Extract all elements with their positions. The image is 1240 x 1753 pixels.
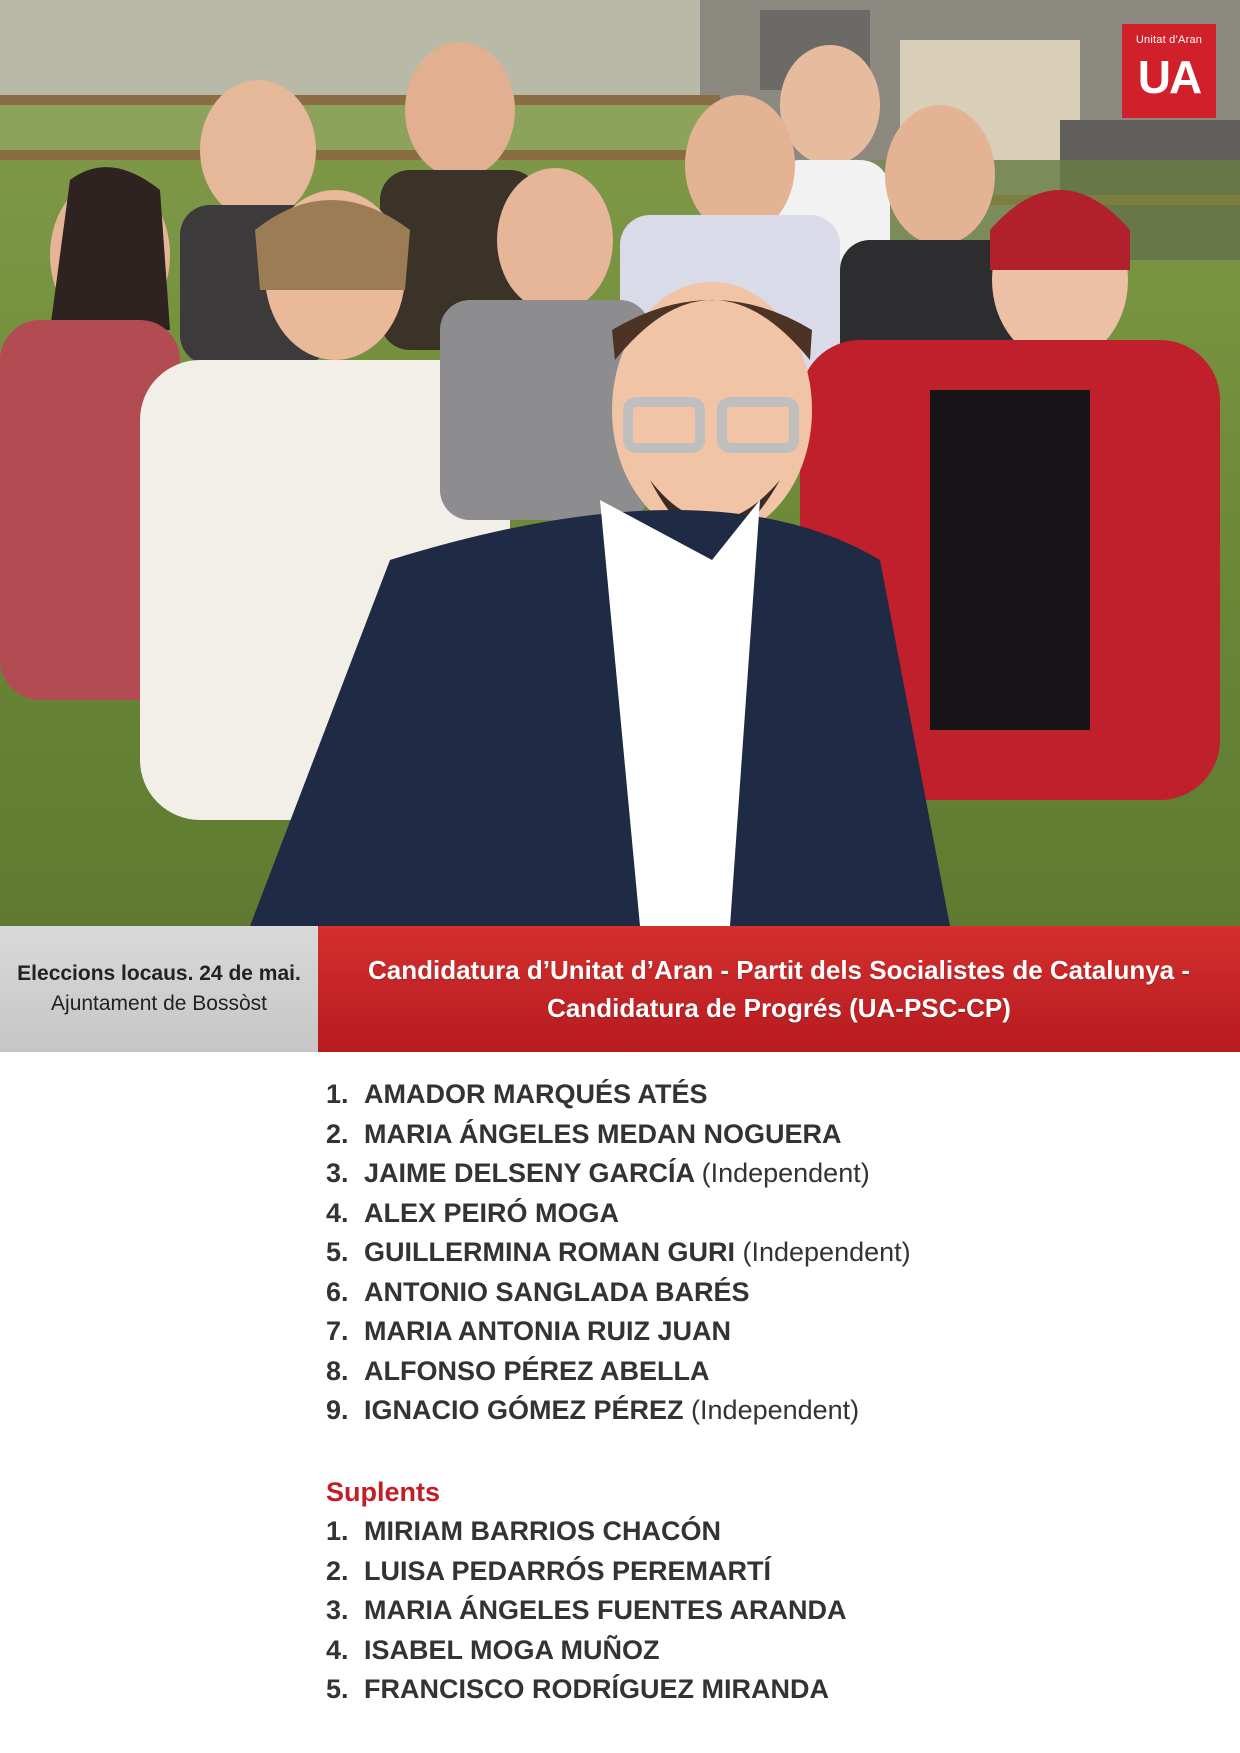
candidate-note: (Independent)	[691, 1395, 860, 1425]
item-number: 5.	[326, 1674, 349, 1704]
party-logo	[1122, 24, 1216, 118]
election-date: Eleccions locaus. 24 de mai.	[17, 962, 301, 985]
list-item	[326, 1631, 847, 1671]
candidate-note: (Independent)	[742, 1237, 911, 1267]
item-number: 8.	[326, 1355, 349, 1386]
item-number: 7.	[326, 1316, 349, 1346]
item-number: 4.	[326, 1634, 349, 1665]
list-item	[326, 1391, 911, 1431]
candidate-name: GUILLERMINA ROMAN GURI	[364, 1237, 735, 1267]
list-item	[326, 1670, 847, 1710]
municipality: Ajuntament de Bossòst	[51, 992, 267, 1015]
list-item	[326, 1591, 847, 1631]
item-number: 6.	[326, 1276, 349, 1307]
person-body-black-top	[930, 390, 1090, 730]
item-number: 3.	[326, 1158, 349, 1188]
substitutes-list	[326, 1512, 847, 1710]
list-item	[326, 1194, 911, 1234]
substitute-name: LUISA PEDARRÓS PEREMARTÍ	[364, 1555, 772, 1586]
list-item	[326, 1154, 911, 1194]
list-item	[326, 1512, 847, 1552]
item-number: 2.	[326, 1118, 349, 1149]
item-number: 1.	[326, 1079, 349, 1109]
candidate-name: MARIA ÁNGELES MEDAN NOGUERA	[364, 1118, 842, 1149]
substitute-name: MIRIAM BARRIOS CHACÓN	[364, 1516, 721, 1546]
substitute-name: MARIA ÁNGELES FUENTES ARANDA	[364, 1595, 847, 1625]
list-item	[326, 1233, 911, 1273]
substitute-name: FRANCISCO RODRÍGUEZ MIRANDA	[364, 1674, 829, 1704]
item-number: 1.	[326, 1516, 349, 1546]
list-item	[326, 1352, 911, 1392]
list-item	[326, 1312, 911, 1352]
item-number: 5.	[326, 1237, 349, 1267]
candidate-note: (Independent)	[701, 1158, 870, 1188]
candidacy-title-box	[318, 926, 1240, 1052]
candidate-name: ANTONIO SANGLADA BARÉS	[364, 1276, 750, 1307]
logo-big-text: UA	[1137, 51, 1201, 103]
candidates-list	[326, 1075, 911, 1431]
item-number: 4.	[326, 1197, 349, 1228]
candidate-name: MARIA ANTONIA RUIZ JUAN	[364, 1316, 731, 1346]
candidate-name: ALEX PEIRÓ MOGA	[364, 1197, 620, 1228]
logo-small-text: Unitat d’Aran	[1135, 34, 1203, 46]
list-item	[326, 1115, 911, 1155]
item-number: 3.	[326, 1595, 349, 1625]
list-item	[326, 1273, 911, 1313]
photo-fence-rail	[0, 95, 720, 105]
list-item	[326, 1552, 847, 1592]
candidacy-title: Candidatura d’Unitat d’Aran - Partit dels Socialistes de Catalunya - Candidatura de Progrés (UA-PSC-CP)	[367, 955, 1191, 1023]
candidate-name: JAIME DELSENY GARCÍA	[364, 1158, 695, 1188]
item-number: 2.	[326, 1555, 349, 1586]
person-head	[405, 42, 515, 178]
item-number: 9.	[326, 1395, 349, 1425]
person-head	[200, 80, 316, 220]
photo-fence-rail-2	[0, 150, 720, 160]
person-head	[685, 95, 795, 235]
substitute-name: ISABEL MOGA MUÑOZ	[364, 1634, 660, 1665]
candidate-name: ALFONSO PÉREZ ABELLA	[364, 1355, 710, 1386]
person-head	[497, 168, 613, 312]
substitutes-heading: Suplents	[326, 1477, 441, 1507]
candidate-name: AMADOR MARQUÉS ATÉS	[364, 1079, 708, 1109]
candidate-name: IGNACIO GÓMEZ PÉREZ	[364, 1395, 684, 1425]
list-item	[326, 1075, 911, 1115]
election-info-box	[0, 926, 318, 1052]
person-head	[885, 105, 995, 245]
person-head	[780, 45, 880, 165]
